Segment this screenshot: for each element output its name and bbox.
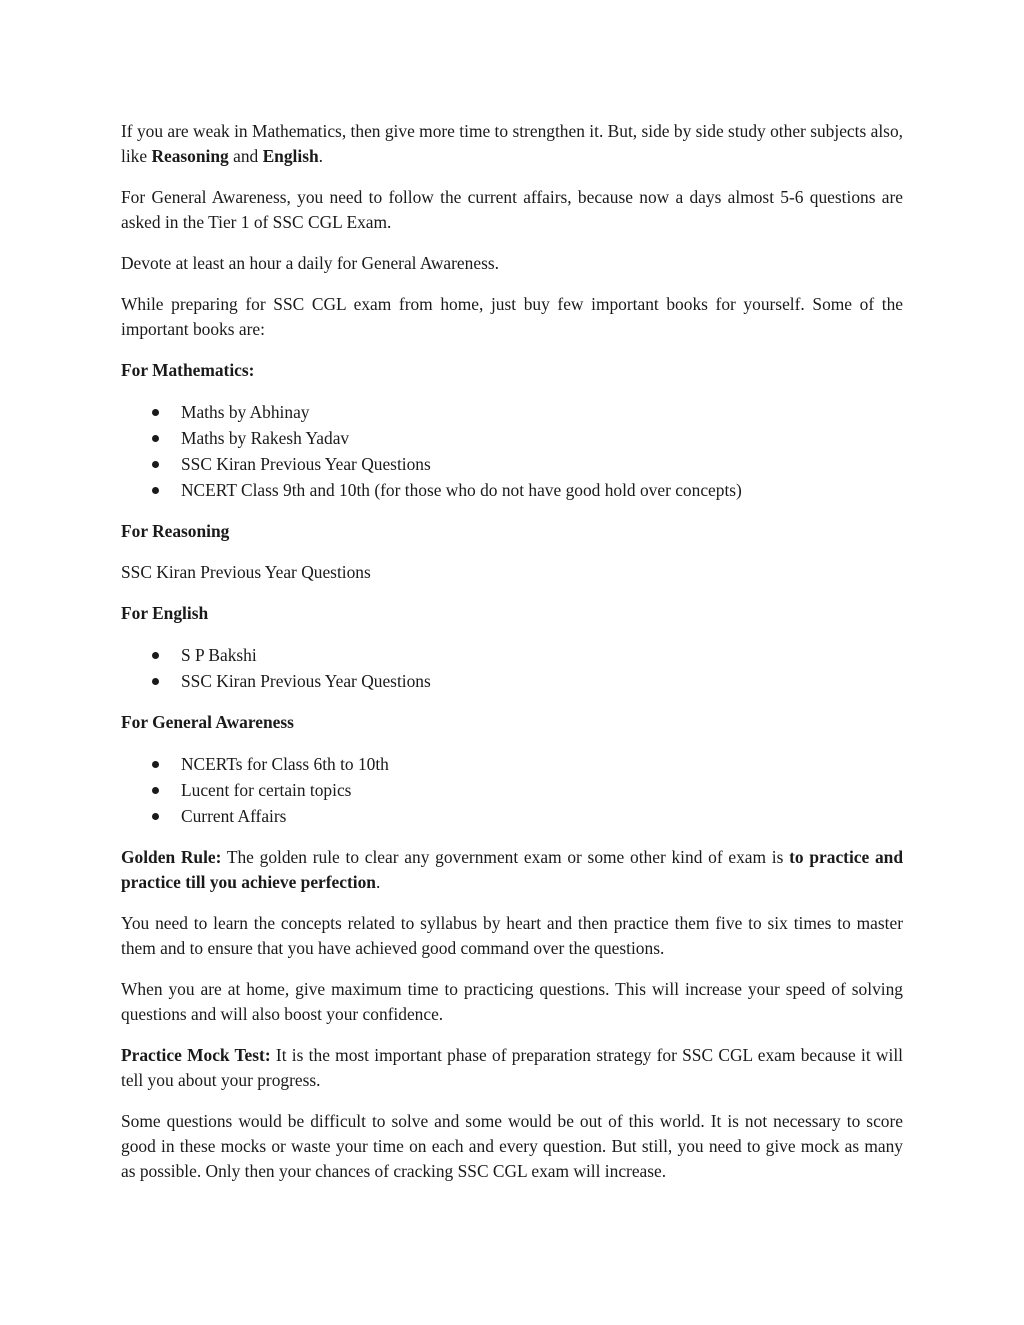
- paragraph-general-awareness: For General Awareness, you need to follow the current affairs, because now a days almost 5-6 questions are asked in the Tier 1 of SSC CGL Exam.: [121, 187, 903, 232]
- mock-test-label: Practice Mock Test:: [121, 1045, 271, 1065]
- list-item: [121, 777, 903, 803]
- bullet-icon: [152, 761, 159, 768]
- list-item-text: Maths by Rakesh Yadav: [181, 428, 350, 448]
- list-english-books: [121, 642, 903, 694]
- bullet-icon: [152, 435, 159, 442]
- bullet-icon: [152, 813, 159, 820]
- paragraph-practice-at-home: When you are at home, give maximum time to practicing questions. This will increase your speed of solving questions and will also boost your confidence.: [121, 979, 903, 1024]
- paragraph-reasoning-book: SSC Kiran Previous Year Questions: [121, 562, 371, 582]
- list-item-text: Current Affairs: [181, 806, 287, 826]
- list-general-awareness-books: [121, 751, 903, 829]
- list-item: [121, 451, 903, 477]
- heading-general-awareness: For General Awareness: [121, 712, 294, 732]
- list-item-text: Lucent for certain topics: [181, 780, 352, 800]
- paragraph-weak-maths: [121, 119, 903, 169]
- bullet-icon: [152, 487, 159, 494]
- list-item: [121, 425, 903, 451]
- bold-english: English: [262, 146, 319, 166]
- list-item: [121, 803, 903, 829]
- bullet-icon: [152, 678, 159, 685]
- heading-reasoning: For Reasoning: [121, 521, 230, 541]
- paragraph-mock-test: [121, 1043, 903, 1093]
- golden-rule-label: Golden Rule:: [121, 847, 222, 867]
- list-item-text: SSC Kiran Previous Year Questions: [181, 671, 431, 691]
- list-item: [121, 399, 903, 425]
- bullet-icon: [152, 461, 159, 468]
- list-item: [121, 668, 903, 694]
- paragraph-text: The golden rule to clear any government exam or some other kind of exam is: [221, 847, 790, 867]
- paragraph-text: and: [228, 146, 263, 166]
- paragraph-books-intro: While preparing for SSC CGL exam from home, just buy few important books for yourself. Some of the important books are:: [121, 294, 903, 339]
- list-item-text: Maths by Abhinay: [181, 402, 310, 422]
- golden-rule-emphasis: to practice and practice till you achieve perfection: [121, 847, 903, 892]
- paragraph-text: .: [318, 146, 323, 166]
- list-item-text: NCERT Class 9th and 10th (for those who do not have good hold over concepts): [181, 480, 742, 500]
- list-item: [121, 642, 903, 668]
- list-item-text: S P Bakshi: [181, 645, 257, 665]
- list-item: [121, 751, 903, 777]
- paragraph-text: It is the most important phase of preparation strategy for SSC CGL exam because it will tell you about your progress.: [121, 1045, 903, 1090]
- document-page: [121, 119, 903, 1200]
- list-item: [121, 477, 903, 503]
- paragraph-difficult-questions: Some questions would be difficult to solve and some would be out of this world. It is not necessary to score good in these mocks or waste your time on each and every question. But still, you need to give mock as many as possible. Only then your chances of cracking SSC CGL exam will increase.: [121, 1111, 903, 1181]
- list-item-text: NCERTs for Class 6th to 10th: [181, 754, 389, 774]
- bullet-icon: [152, 409, 159, 416]
- paragraph-learn-concepts: You need to learn the concepts related to syllabus by heart and then practice them five to six times to master them and to ensure that you have achieved good command over the questions.: [121, 913, 903, 958]
- paragraph-text: If you are weak in Mathematics, then give more time to strengthen it. But, side by side study other subjects also, like: [121, 121, 903, 166]
- heading-english: For English: [121, 603, 209, 623]
- list-mathematics-books: [121, 399, 903, 503]
- paragraph-devote-hour: Devote at least an hour a daily for General Awareness.: [121, 253, 499, 273]
- paragraph-golden-rule: [121, 845, 903, 895]
- bullet-icon: [152, 652, 159, 659]
- bold-reasoning: Reasoning: [151, 146, 229, 166]
- bullet-icon: [152, 787, 159, 794]
- paragraph-text: .: [375, 872, 381, 892]
- heading-mathematics: For Mathematics:: [121, 360, 255, 380]
- list-item-text: SSC Kiran Previous Year Questions: [181, 454, 431, 474]
